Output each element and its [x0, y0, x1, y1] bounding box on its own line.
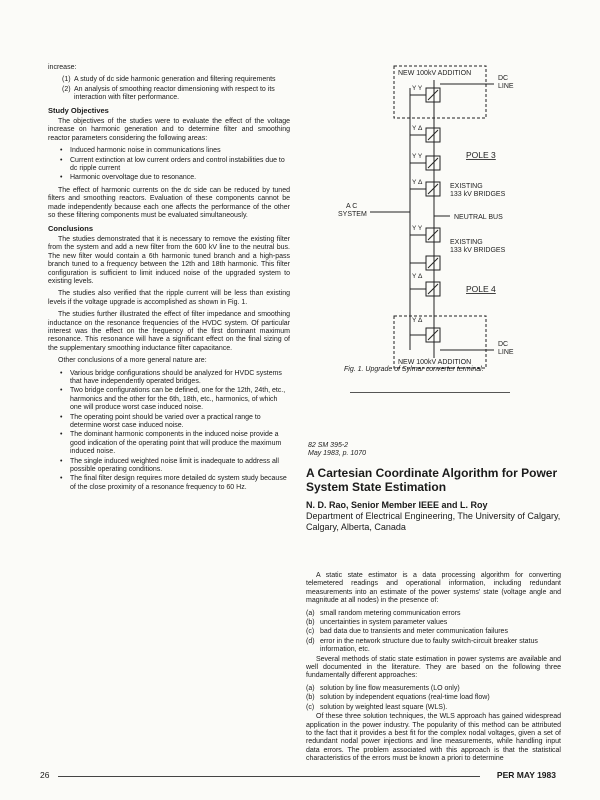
bullet-icon: •	[60, 413, 63, 421]
transformer-label: Y Y	[412, 85, 423, 92]
dc-line-label-top: DC LINE	[498, 75, 514, 90]
list-item: (b) solution by independent equations (real-time load flow)	[306, 694, 490, 702]
list-item: • Harmonic overvoltage due to resonance.	[60, 174, 197, 182]
bullet-icon: •	[60, 174, 63, 182]
figure-caption: Fig. 1. Upgrade of Sylmar converter terminal.	[344, 366, 484, 373]
left-column	[48, 64, 290, 496]
bullet-icon: •	[60, 156, 63, 164]
bridge-3	[426, 156, 440, 170]
bridge-5	[426, 228, 440, 242]
list-item: • The final filter design requires more detailed dc system study because of the close proximity of a resonance frequency to 60 Hz.	[60, 475, 287, 491]
converter-terminal-diagram	[330, 60, 560, 378]
list-item: (b) uncertainties in system parameter values	[306, 619, 448, 627]
paragraph: Several methods of static state estimation in power systems are available and well documented in the literature. They are based on the following three fundamentally different approaches:	[306, 655, 561, 680]
paragraph: Of these three solution techniques, the WLS approach has gained widespread application in the power industry. The popularity of this method can be attributed to the fact that it provides a best fit for the complex nodal voltages, given a set of redundant nodal power injections and line measurements, while handling input data errors. The problem associated with this approach is that the statistical characteristics of the errors must be known a priori to determine	[306, 713, 561, 763]
bullet-icon: •	[60, 369, 63, 377]
paper-date: May 1983, p. 1070	[308, 450, 366, 457]
list-item: • Two bridge configurations can be defined, one for the 12th, 24th, etc., harmonics and the other for the 6th, 18th, etc., harmonics, of which one will produce worst case induced noise.	[60, 387, 286, 412]
list-item: • Current extinction at low current orders and control instabilities due to dc ripple current	[60, 156, 285, 173]
right-column	[306, 572, 561, 768]
approach-list	[306, 685, 561, 712]
list-item: • The operating point should be varied over a practical range to determine worst case induced noise.	[60, 413, 261, 430]
paper-number: 82 SM 395-2	[308, 442, 349, 449]
existing-bridges-label-bottom: EXISTING 133 kV BRIDGES	[450, 239, 506, 254]
bridge-6	[426, 256, 440, 270]
objectives-list	[48, 147, 290, 183]
list-item: • The dominant harmonic components in the induced noise provide a good indication of the operating point that will produce the maximum induced noise.	[60, 431, 282, 456]
page-number: 26	[40, 770, 50, 780]
transformer-label: Y Δ	[412, 179, 423, 186]
author-block	[306, 500, 568, 533]
list-item: (1) A study of dc side harmonic generation and filtering requirements	[62, 76, 276, 84]
list-item: (d) error in the network structure due to faulty switch-circuit breaker status information, etc.	[306, 637, 538, 654]
bullet-icon: •	[60, 387, 63, 395]
dc-line-label-bottom: DC LINE	[498, 341, 514, 356]
journal-name: PER MAY 1983	[496, 770, 556, 780]
neutral-bus-label: NEUTRAL BUS	[454, 214, 503, 221]
footer-rule	[58, 776, 480, 777]
paragraph: Other conclusions of a more general nature are:	[58, 357, 207, 365]
bullet-icon: •	[60, 431, 63, 439]
section-heading-objectives: Study Objectives	[48, 105, 109, 115]
list-item: (a) small random metering communication errors	[306, 609, 461, 617]
error-list	[306, 610, 561, 655]
list-item: (c) solution by weighted least square (WLS).	[306, 703, 448, 711]
bridge-8	[426, 328, 440, 342]
bridge-7	[426, 282, 440, 296]
intro-text: increase:	[48, 64, 77, 71]
transformer-label: Y Δ	[412, 273, 423, 280]
bullet-icon: •	[60, 457, 63, 465]
divider	[350, 392, 510, 393]
list-item: (2) An analysis of smoothing reactor dimensioning with respect to its interaction with filter performance.	[62, 85, 275, 102]
list-item: (a) solution by line flow measurements (LO only)	[306, 684, 460, 692]
bridge-1	[426, 88, 440, 102]
paragraph: The studies demonstrated that it is necessary to remove the existing filter from the system and add a new filter from the 600 kV line to the neutral bus. The new filter would contain a 6th harmonic tuned branch and a high-pass branch tuned to a frequency between the 12th and 18th harmonic. This filter configuration is sufficient to limit induced noise of the upgraded system to existing levels.	[48, 235, 290, 285]
pole-3-label: POLE 3	[466, 150, 496, 160]
page-footer	[40, 770, 570, 782]
paragraph: The effect of harmonic currents on the dc side can be reduced by tuned filters and smoothing reactors. Evaluation of these components cannot be made independently because each one affects the performance of the other so these filtering components must be evaluated simultaneously.	[48, 186, 290, 220]
new-addition-label-top: NEW 100kV ADDITION	[398, 70, 472, 77]
paragraph: A static state estimator is a data processing algorithm for converting telemetered readings and operational information, including redundant measurements into an estimate of the power systems' state (voltage angle and magnitude at all nodes) in the presence of:	[306, 572, 561, 605]
bridge-4	[426, 182, 440, 196]
paragraph: The studies also verified that the ripple current will be less than existing levels if the voltage upgrade is accomplished as shown in Fig. 1.	[48, 290, 290, 306]
bullet-icon: •	[60, 475, 63, 483]
bullet-icon: •	[60, 147, 63, 155]
paragraph: The studies further illustrated the effect of filter impedance and smoothing inductance on the resonance frequencies of the HVDC system. Of particular interest was the effect on the frequency of the first dominant maximum resonance. This resonance will have a significant effect on the final sizing of the supplementary smoothing inductance filter capacitance.	[48, 311, 290, 352]
ac-system-label: A C SYSTEM	[338, 203, 367, 218]
transformer-label: Y Y	[412, 153, 423, 160]
pole-4-label: POLE 4	[466, 284, 496, 294]
conclusions-list	[48, 370, 290, 493]
paper-title: A Cartesian Coordinate Algorithm for Power System State Estimation	[306, 466, 558, 494]
affiliation: Department of Electrical Engineering, The University of Calgary, Calgary, Alberta, Canada	[306, 511, 561, 532]
new-addition-label-bottom: NEW 100kV ADDITION	[398, 359, 472, 366]
transformer-label: Y Y	[412, 225, 423, 232]
bridge-2	[426, 128, 440, 142]
list-item: • Various bridge configurations should be analyzed for HVDC systems that have independently operated bridges.	[60, 369, 282, 385]
transformer-label: Y Δ	[412, 125, 423, 132]
intro-list	[48, 76, 290, 102]
list-item: • Induced harmonic noise in communications lines	[60, 147, 221, 155]
paper-id	[308, 442, 366, 458]
section-heading-conclusions: Conclusions	[48, 223, 94, 233]
paragraph: The objectives of the studies were to evaluate the effect of the voltage increase on harmonic generation and to determine filter and smoothing reactor parameters considering the following areas:	[48, 118, 290, 142]
transformer-label: Y Δ	[412, 317, 423, 324]
author-names: N. D. Rao, Senior Member IEEE and L. Roy	[306, 500, 488, 510]
list-item: (c) bad data due to transients and meter communication failures	[306, 628, 508, 636]
existing-bridges-label-top: EXISTING 133 kV BRIDGES	[450, 183, 506, 198]
list-item: • The single induced weighted noise limit is inadequate to address all possible operating conditions.	[60, 457, 279, 474]
